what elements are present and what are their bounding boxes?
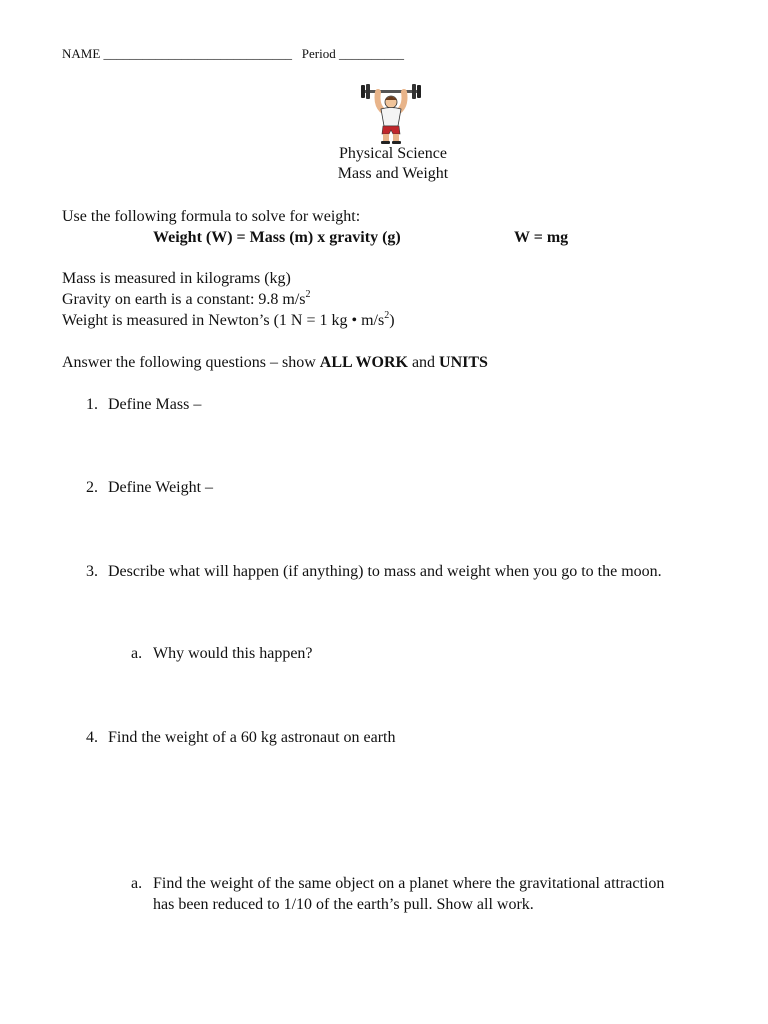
period-label: Period	[301, 46, 336, 61]
fact-mass: Mass is measured in kilograms (kg)	[62, 270, 291, 287]
question-3: 3. Describe what will happen (if anything) to mass and weight when you go to the moon.	[86, 563, 662, 580]
title-line-1: Physical Science	[339, 145, 447, 162]
name-blank[interactable]: _____________________________	[103, 46, 293, 61]
question-3a: a. Why would this happen?	[131, 645, 313, 662]
question-4: 4. Find the weight of a 60 kg astronaut on earth	[86, 729, 396, 746]
period-blank[interactable]: __________	[338, 46, 404, 61]
question-4a: a. Find the weight of the same object on a planet where the gravitational attraction	[131, 875, 665, 892]
formula-short: W = mg	[514, 229, 569, 246]
title-line-2: Mass and Weight	[337, 165, 449, 182]
question-4a-line-2: has been reduced to 1/10 of the earth’s pull. Show all work.	[153, 896, 534, 913]
name-label: NAME	[62, 46, 101, 61]
fact-weight: Weight is measured in Newton’s (1 N = 1 kg • $m/s^2$)	[62, 309, 395, 329]
question-1: 1. Define Mass –	[86, 396, 202, 413]
fact-gravity: Gravity on earth is a constant: 9.8 $m/s^2$	[62, 288, 311, 308]
header-line	[62, 46, 404, 62]
question-2: 2. Define Weight –	[86, 479, 214, 496]
weightlifter-icon	[358, 80, 424, 146]
formula-intro: Use the following formula to solve for weight:	[62, 208, 361, 225]
formula-long: Weight (W) = Mass (m) x gravity (g)	[153, 229, 401, 246]
instructions: Answer the following questions – show ALL WORK and UNITS	[62, 354, 488, 371]
